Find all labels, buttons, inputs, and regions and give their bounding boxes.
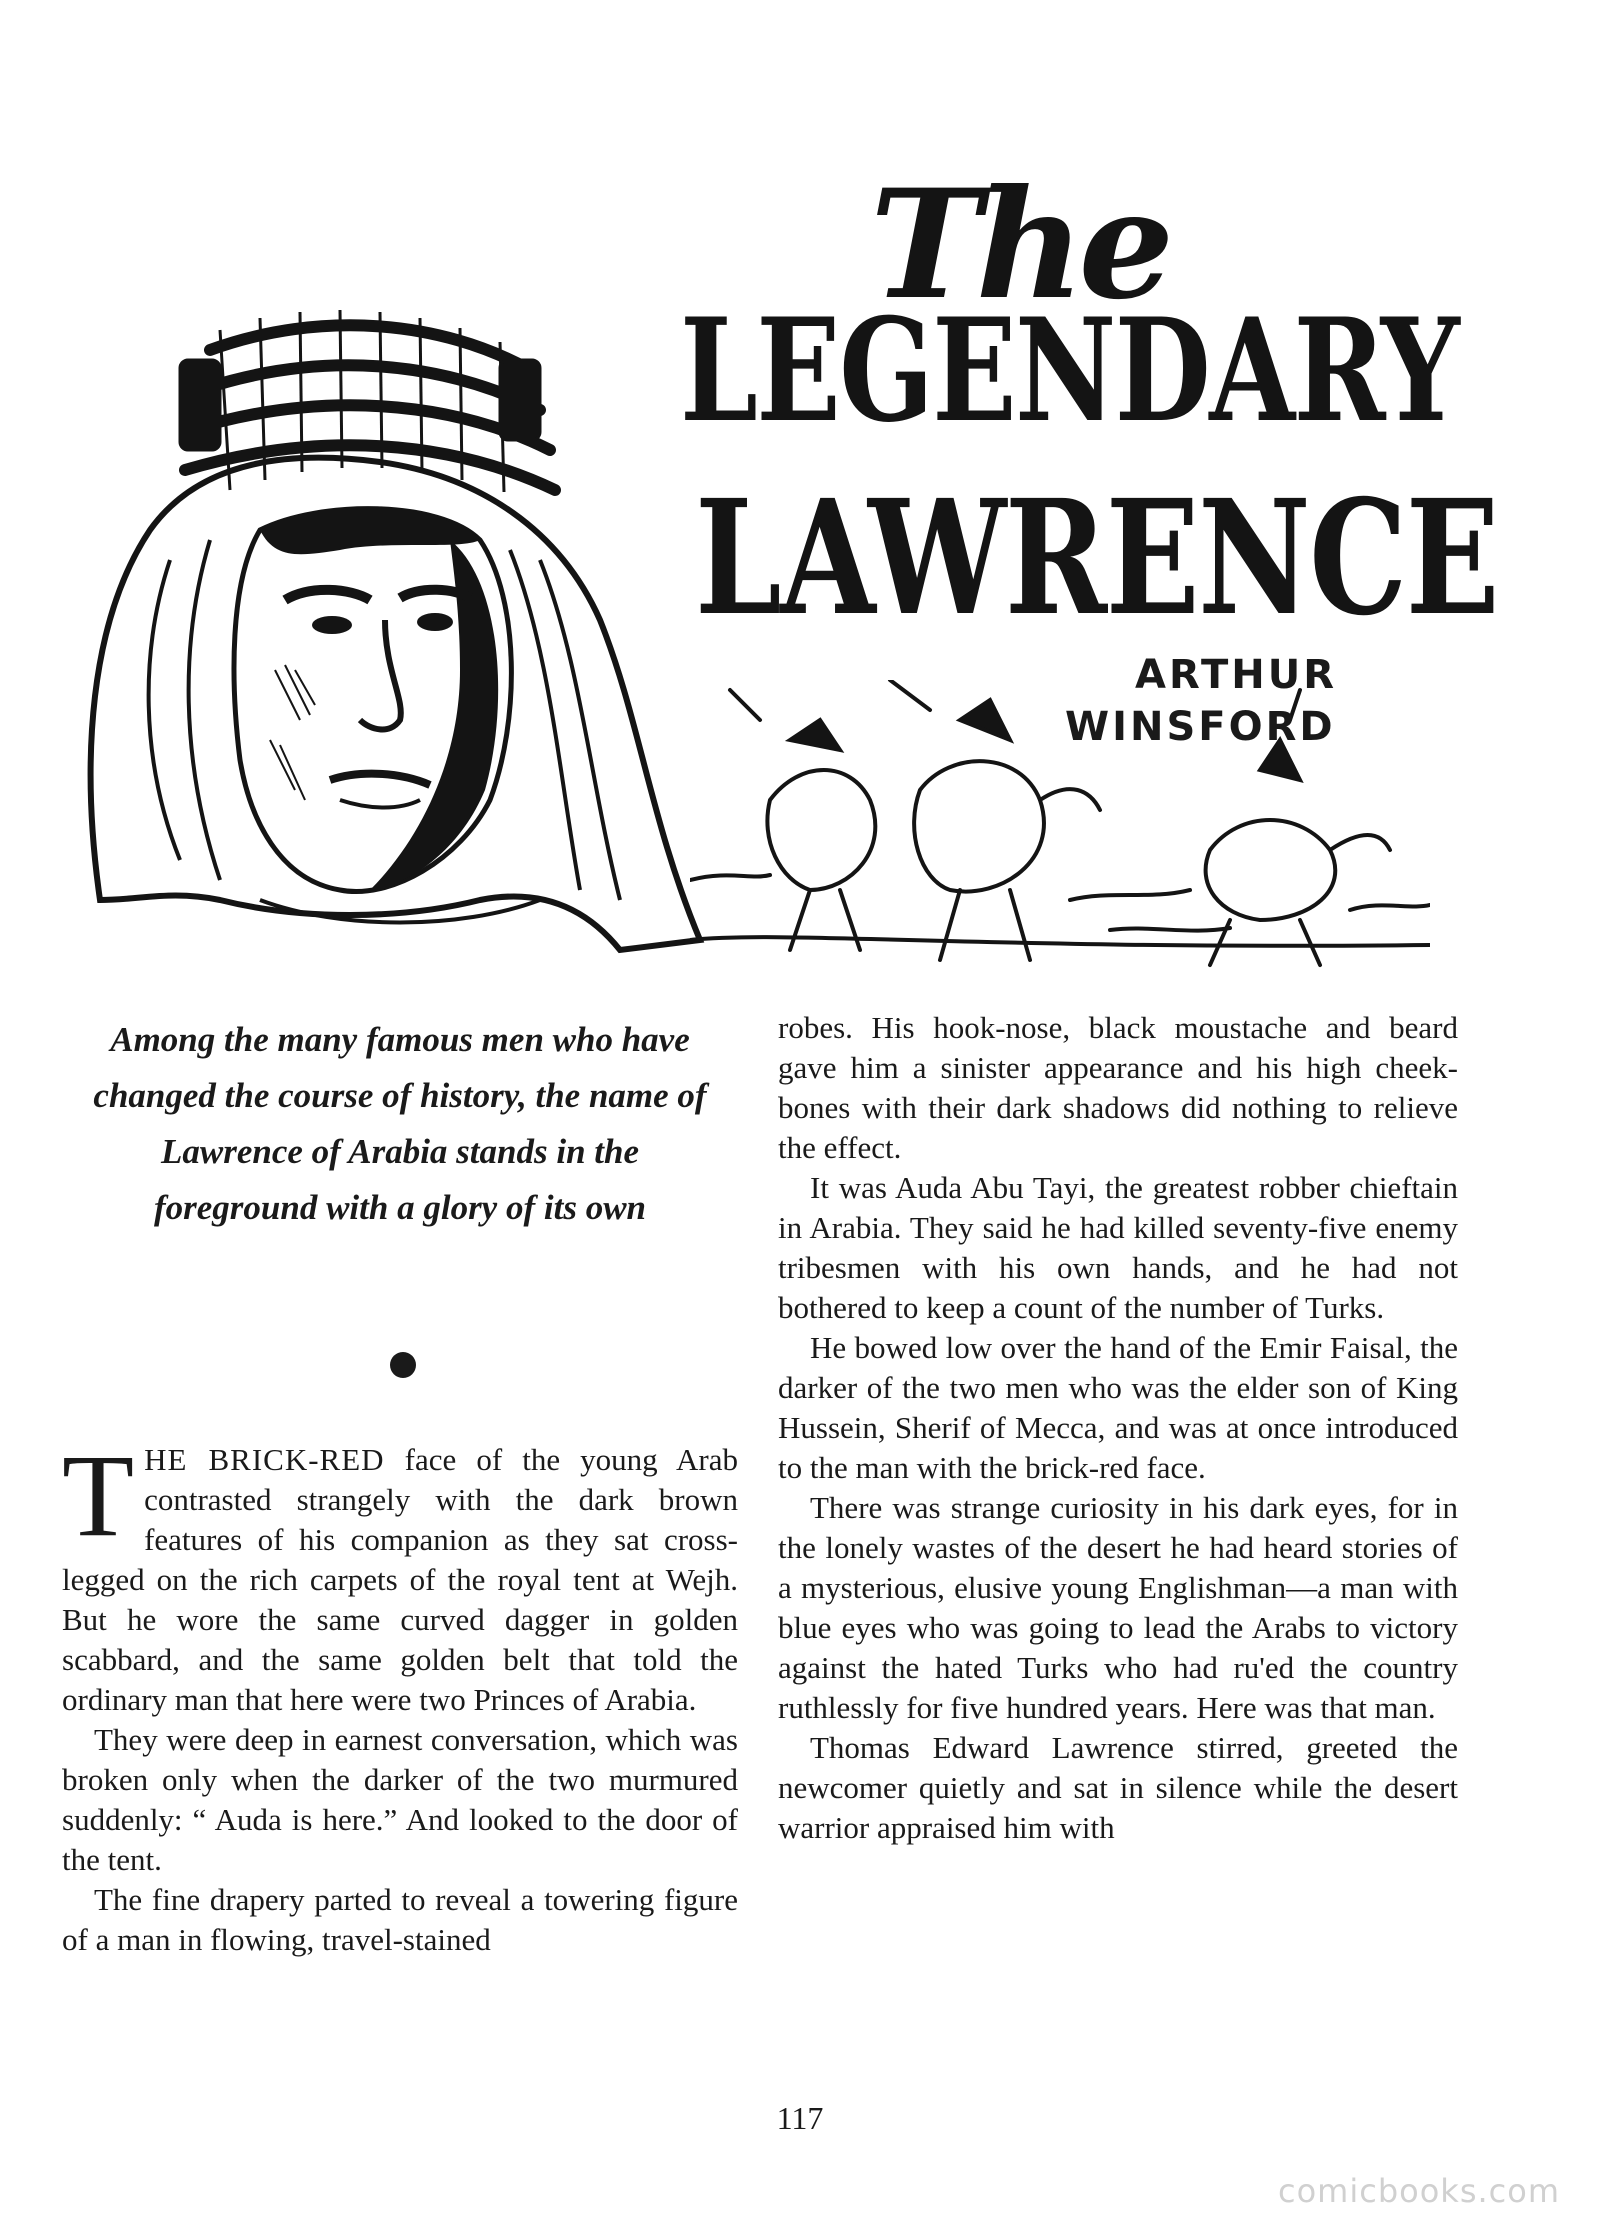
watermark: comicbooks.com [1277, 2172, 1560, 2210]
lead-caps: HE BRICK-RED [144, 1442, 385, 1477]
title-the: The [870, 157, 1169, 333]
page-number: 117 [776, 2100, 824, 2136]
right-paragraph-5: Thomas Edward Lawrence stirred, greeted the newcomer quietly and sat in silence while the desert warrior appraised him with [778, 1730, 1458, 1845]
right-column [778, 1008, 1458, 1848]
drop-cap: T [62, 1430, 135, 1561]
lawrence-portrait-illustration [60, 200, 720, 960]
section-bullet [390, 1352, 416, 1378]
title-lawrence: LAWRENCE [695, 466, 1499, 651]
left-column [62, 1430, 738, 1960]
standfirst: Among the many famous men who have changed the course of history, the name of Lawrence of Arabia stands in the foreground with a glory of its own [93, 1020, 707, 1227]
right-paragraph-3: He bowed low over the hand of the Emir Faisal, the darker of the two men who was the elder son of King Hussein, Sherif of Mecca, and was at once introduced to the man with the brick-red face. [778, 1330, 1458, 1485]
author-first-name: ARTHUR [1135, 652, 1338, 698]
right-paragraph-1: robes. His hook-nose, black moustache and beard gave him a sinister appearance and his high cheek-bones with their dark shadows did nothing to relieve the effect. [778, 1010, 1458, 1165]
left-paragraph-3: The fine drapery parted to reveal a towering figure of a man in flowing, travel-stained [62, 1882, 738, 1957]
author-last-name: WINSFORD [1065, 704, 1336, 750]
left-paragraph-1 [62, 1430, 738, 1720]
left-paragraph-2: They were deep in earnest conversation, which was broken only when the darker of the two murmured suddenly: “ Auda is here.” And looked to the door of the tent. [62, 1722, 738, 1877]
right-paragraph-2: It was Auda Abu Tayi, the greatest robber chieftain in Arabia. They said he had killed seventy-five enemy tribesmen with his own hands, and he had not bothered to keep a count of the number of Turks. [778, 1170, 1458, 1325]
left-paragraph-1-text: face of the young Arab contrasted strangely with the dark brown features of his companion as they sat cross-legged on the rich carpets of the royal tent at Wejh. But he wore the same curved dagger in golden scabbard, and the same golden belt that told the ordinary man that here were two Princes of Arabia. [62, 1442, 738, 1717]
right-paragraph-4: There was strange curiosity in his dark eyes, for in the lonely wastes of the desert he had heard stories of a mysterious, elusive young Englishman—a man with blue eyes who was going to lead the Arabs to victory against the hated Turks who had ru'ed the country ruthlessly for five hundred years. Here was that man. [778, 1490, 1458, 1725]
title-legendary: LEGENDARY [680, 288, 1459, 454]
